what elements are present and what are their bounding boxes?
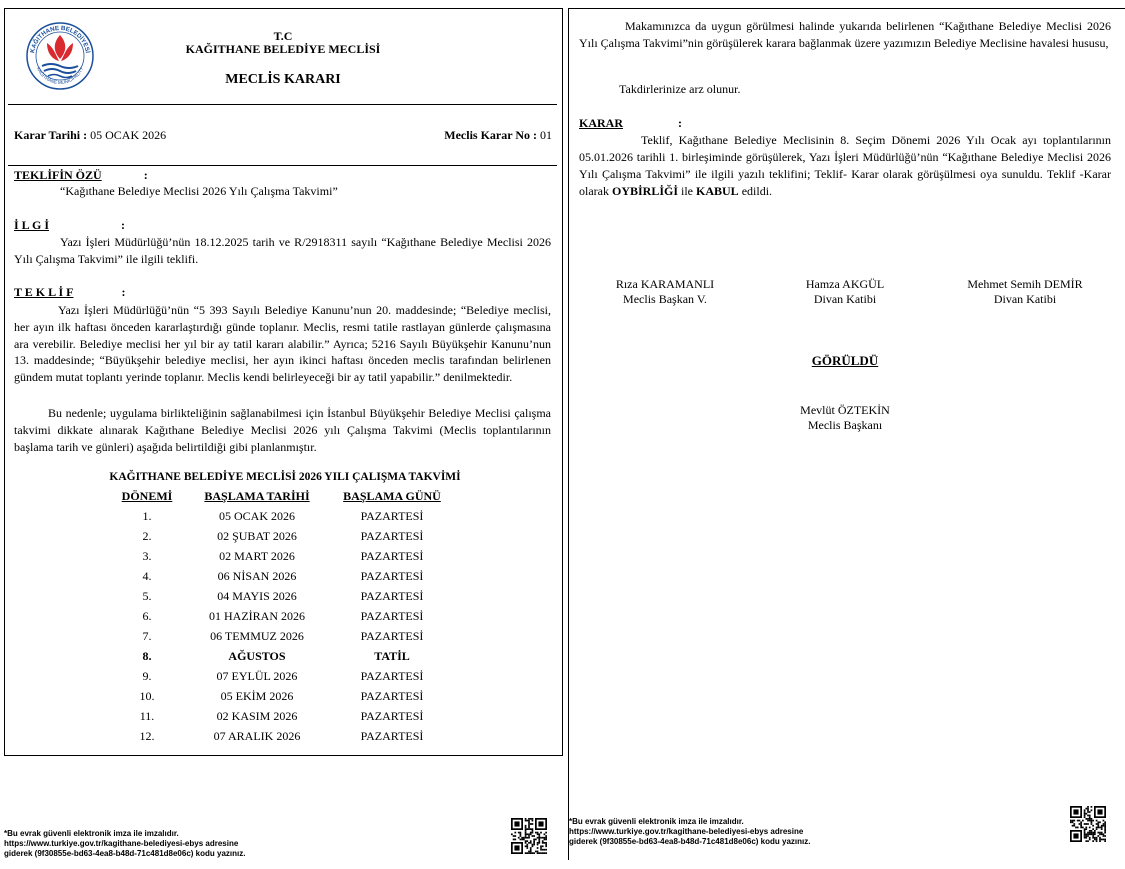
karar-edildi: edildi. xyxy=(738,184,773,198)
karar-text-body: Teklif, Kağıthane Belediye Meclisinin 8. Seçim Dönemi 2026 Yılı Ocak ayı toplantılarının 05.01.2026 tarihli 1. birleşiminde görüşülerek, Yazı İşleri Müdürlüğü’nün “Kağıthane Belediye Meclisi 2026 Yılı Çalışma Takvimi” ile ilgili yazılı teklifini; Teklif- Karar olarak görüşülmesi oya sunuldu. Teklif -Karar olarak xyxy=(579,133,1111,198)
signer-3 xyxy=(945,277,1105,307)
day-cell: PAZARTESİ xyxy=(360,548,424,563)
header-cell: BAŞLAMA GÜNÜ xyxy=(343,488,441,503)
calendar-title: KAĞITHANE BELEDİYE MECLİSİ 2026 YILI ÇALIŞMA TAKVİMİ xyxy=(109,471,461,483)
karar-text xyxy=(579,132,1111,200)
signer-name: Mehmet Semih DEMİR xyxy=(967,277,1083,291)
table-row xyxy=(115,606,449,626)
left-page xyxy=(0,0,562,869)
ilgi-heading xyxy=(14,218,125,232)
e-signature-note xyxy=(4,829,245,859)
period-cell: 5. xyxy=(142,588,152,603)
table-row xyxy=(115,566,449,586)
karar-heading-label: KARAR xyxy=(579,116,623,130)
president-title: Meclis Başkanı xyxy=(807,418,883,432)
right-page xyxy=(568,0,1125,869)
ilgi-heading-label: İ L G İ xyxy=(14,218,50,232)
period-cell: 9. xyxy=(142,668,152,683)
signer-name: Hamza AKGÜL xyxy=(805,277,885,291)
date-cell: 05 EKİM 2026 xyxy=(220,688,294,703)
header-cell: BAŞLAMA TARİHİ xyxy=(204,488,310,503)
date-cell: 02 KASIM 2026 xyxy=(216,708,298,723)
period-cell: 3. xyxy=(142,548,152,563)
signer-1 xyxy=(595,277,735,307)
table-row xyxy=(115,586,449,606)
day-cell: PAZARTESİ xyxy=(360,728,424,743)
municipality-logo xyxy=(25,21,95,91)
table-row xyxy=(115,686,449,706)
signer-title: Divan Katibi xyxy=(813,292,877,306)
intro-closing: Takdirlerinize arz olunur. xyxy=(619,82,741,96)
decision-number-label: Meclis Karar No : xyxy=(444,128,537,142)
e-signature-line-3: giderek (9f30855e-bd63-4ea8-b48d-71c481d8e06c) kodu yazınız. xyxy=(4,849,246,858)
header-org: KAĞITHANE BELEDİYE MECLİSİ xyxy=(185,42,381,56)
teklif-heading-colon: : xyxy=(121,285,126,299)
date-cell: 07 ARALIK 2026 xyxy=(213,728,301,743)
e-signature-line-2: https://www.turkiye.gov.tr/kagithane-belediyesi-ebys adresine xyxy=(4,839,239,848)
ozu-heading-label: TEKLİFİN ÖZÜ xyxy=(14,168,102,182)
ozu-text: “Kağıthane Belediye Meclisi 2026 Yılı Çalışma Takvimi” xyxy=(60,184,338,198)
ilgi-heading-colon: : xyxy=(121,218,126,232)
period-cell: 8. xyxy=(142,648,152,663)
decision-date-value: 05 OCAK 2026 xyxy=(87,128,167,142)
day-cell: PAZARTESİ xyxy=(360,568,424,583)
period-cell: 11. xyxy=(139,708,155,723)
teklif-heading-label: T E K L İ F xyxy=(14,285,74,299)
signer-title: Divan Katibi xyxy=(993,292,1057,306)
karar-heading-colon: : xyxy=(678,116,682,130)
day-cell: PAZARTESİ xyxy=(360,668,424,683)
ozu-heading-colon: : xyxy=(143,168,148,182)
council-president xyxy=(765,403,925,433)
table-row xyxy=(115,546,449,566)
table-row xyxy=(115,506,449,526)
date-cell: 02 MART 2026 xyxy=(219,548,295,563)
decision-date-label: Karar Tarihi : xyxy=(14,128,88,142)
table-row xyxy=(115,666,449,686)
table-row xyxy=(115,706,449,726)
table-row xyxy=(115,526,449,546)
header-tc: T.C xyxy=(273,29,293,43)
day-cell: PAZARTESİ xyxy=(360,508,424,523)
period-cell: 10. xyxy=(139,688,155,703)
calendar-header-row xyxy=(115,486,449,506)
e-signature-line-3: giderek (9f30855e-bd63-4ea8-b48d-71c481d8e06c) kodu yazınız. xyxy=(569,837,811,846)
decision-number-value: 01 xyxy=(537,128,552,142)
table-row xyxy=(115,726,449,746)
signer-2 xyxy=(775,277,915,307)
date-cell: 05 OCAK 2026 xyxy=(218,508,295,523)
day-cell: PAZARTESİ xyxy=(360,708,424,723)
period-cell: 6. xyxy=(142,608,152,623)
signer-title: Meclis Başkan V. xyxy=(623,292,707,306)
calendar-table xyxy=(115,486,449,746)
date-cell: 06 NİSAN 2026 xyxy=(217,568,297,583)
day-cell: PAZARTESİ xyxy=(360,608,424,623)
teklif-paragraph-1: Yazı İşleri Müdürlüğü’nün “5 393 Sayılı Belediye Kanunu’nun 20. maddesinde; “Belediye meclisi, her ayın ilk haftası önceden kararlaştırdığı günde toplanır. Meclis, resmi tatile rastlayan günlerde çalışmasına ara verebilir. Belediye meclisi her yıl bir ay tatil kararı alabilir.” Ayrıca; 5216 Sayılı Büyükşehir Kanunu’nun 13. maddesinde; “Büyükşehir belediye meclisi, her ayın ikinci haftası önceden meclis tarafından belirlenen gündem mutat toplantı yerinde toplanır. Meclis kendi belirleyeceği bir ay tatil yapabilir.” denilmektedir. xyxy=(14,303,551,385)
qr-code-icon xyxy=(1070,806,1106,842)
date-cell: 06 TEMMUZ 2026 xyxy=(210,628,304,643)
ozu-heading xyxy=(14,168,148,182)
karar-oybirligi: OYBİRLİĞİ xyxy=(611,184,679,198)
qr-code-icon xyxy=(511,818,547,854)
date-cell: 07 EYLÜL 2026 xyxy=(216,668,298,683)
decision-date xyxy=(14,128,166,142)
president-name: Mevlüt ÖZTEKİN xyxy=(800,403,890,417)
divider xyxy=(8,165,557,166)
e-signature-line-2: https://www.turkiye.gov.tr/kagithane-belediyesi-ebys adresine xyxy=(569,827,804,836)
e-signature-note xyxy=(569,817,810,847)
period-cell: 12. xyxy=(139,728,155,743)
day-cell: PAZARTESİ xyxy=(360,528,424,543)
date-cell: 02 ŞUBAT 2026 xyxy=(217,528,297,543)
date-cell: 01 HAZİRAN 2026 xyxy=(209,608,305,623)
day-cell: PAZARTESİ xyxy=(360,588,424,603)
e-signature-line-1: *Bu evrak güvenli elektronik imza ile imzalıdır. xyxy=(569,817,744,826)
page-title: MECLİS KARARI xyxy=(225,72,341,87)
intro-paragraph: Makamınızca da uygun görülmesi halinde yukarıda belirlenen “Kağıthane Belediye Meclisi 2026 Yılı Çalışma Takvimi”nin görüşülerek karara bağlanmak üzere yazımızın Belediye Meclisine havalesi hususu, xyxy=(579,19,1111,50)
period-cell: 7. xyxy=(142,628,152,643)
signer-name: Rıza KARAMANLI xyxy=(615,277,715,291)
day-cell: TATİL xyxy=(374,648,410,663)
divider xyxy=(8,104,557,105)
day-cell: PAZARTESİ xyxy=(360,688,424,703)
karar-ile: ile xyxy=(678,184,697,198)
e-signature-line-1: *Bu evrak güvenli elektronik imza ile imzalıdır. xyxy=(4,829,179,838)
karar-heading xyxy=(579,116,682,130)
table-row xyxy=(115,626,449,646)
logo-text-bottom: KAĞITHANE MUNICIPALITY xyxy=(35,66,85,85)
karar-kabul: KABUL xyxy=(696,184,739,198)
period-cell: 4. xyxy=(142,568,152,583)
header-cell: DÖNEMİ xyxy=(121,488,173,503)
ilgi-text: Yazı İşleri Müdürlüğü’nün 18.12.2025 tarih ve R/2918311 sayılı “Kağıthane Belediye Meclisi 2026 Yılı Çalışma Takvimi” ile ilgili teklifi. xyxy=(14,235,551,266)
teklif-heading xyxy=(14,285,125,299)
logo-text-top: KAĞITHANE BELEDİYESİ xyxy=(29,24,91,54)
day-cell: PAZARTESİ xyxy=(360,628,424,643)
table-row xyxy=(115,646,449,666)
date-cell: AĞUSTOS xyxy=(228,648,286,663)
teklif-paragraph-2: Bu nedenle; uygulama birlikteliğinin sağlanabilmesi için İstanbul Büyükşehir Belediye Meclisi çalışma takvimi dikkate alınarak Kağıthane Belediye Meclisi 2026 yılı Çalışma Takvimi (Meclis toplantılarının başlama tarih ve günleri) aşağıda belirtildiği gibi planlanmıştır. xyxy=(14,406,551,454)
decision-number xyxy=(444,128,552,142)
period-cell: 2. xyxy=(142,528,152,543)
goruldu-heading: GÖRÜLDÜ xyxy=(811,353,879,368)
period-cell: 1. xyxy=(142,508,152,523)
date-cell: 04 MAYIS 2026 xyxy=(217,588,297,603)
